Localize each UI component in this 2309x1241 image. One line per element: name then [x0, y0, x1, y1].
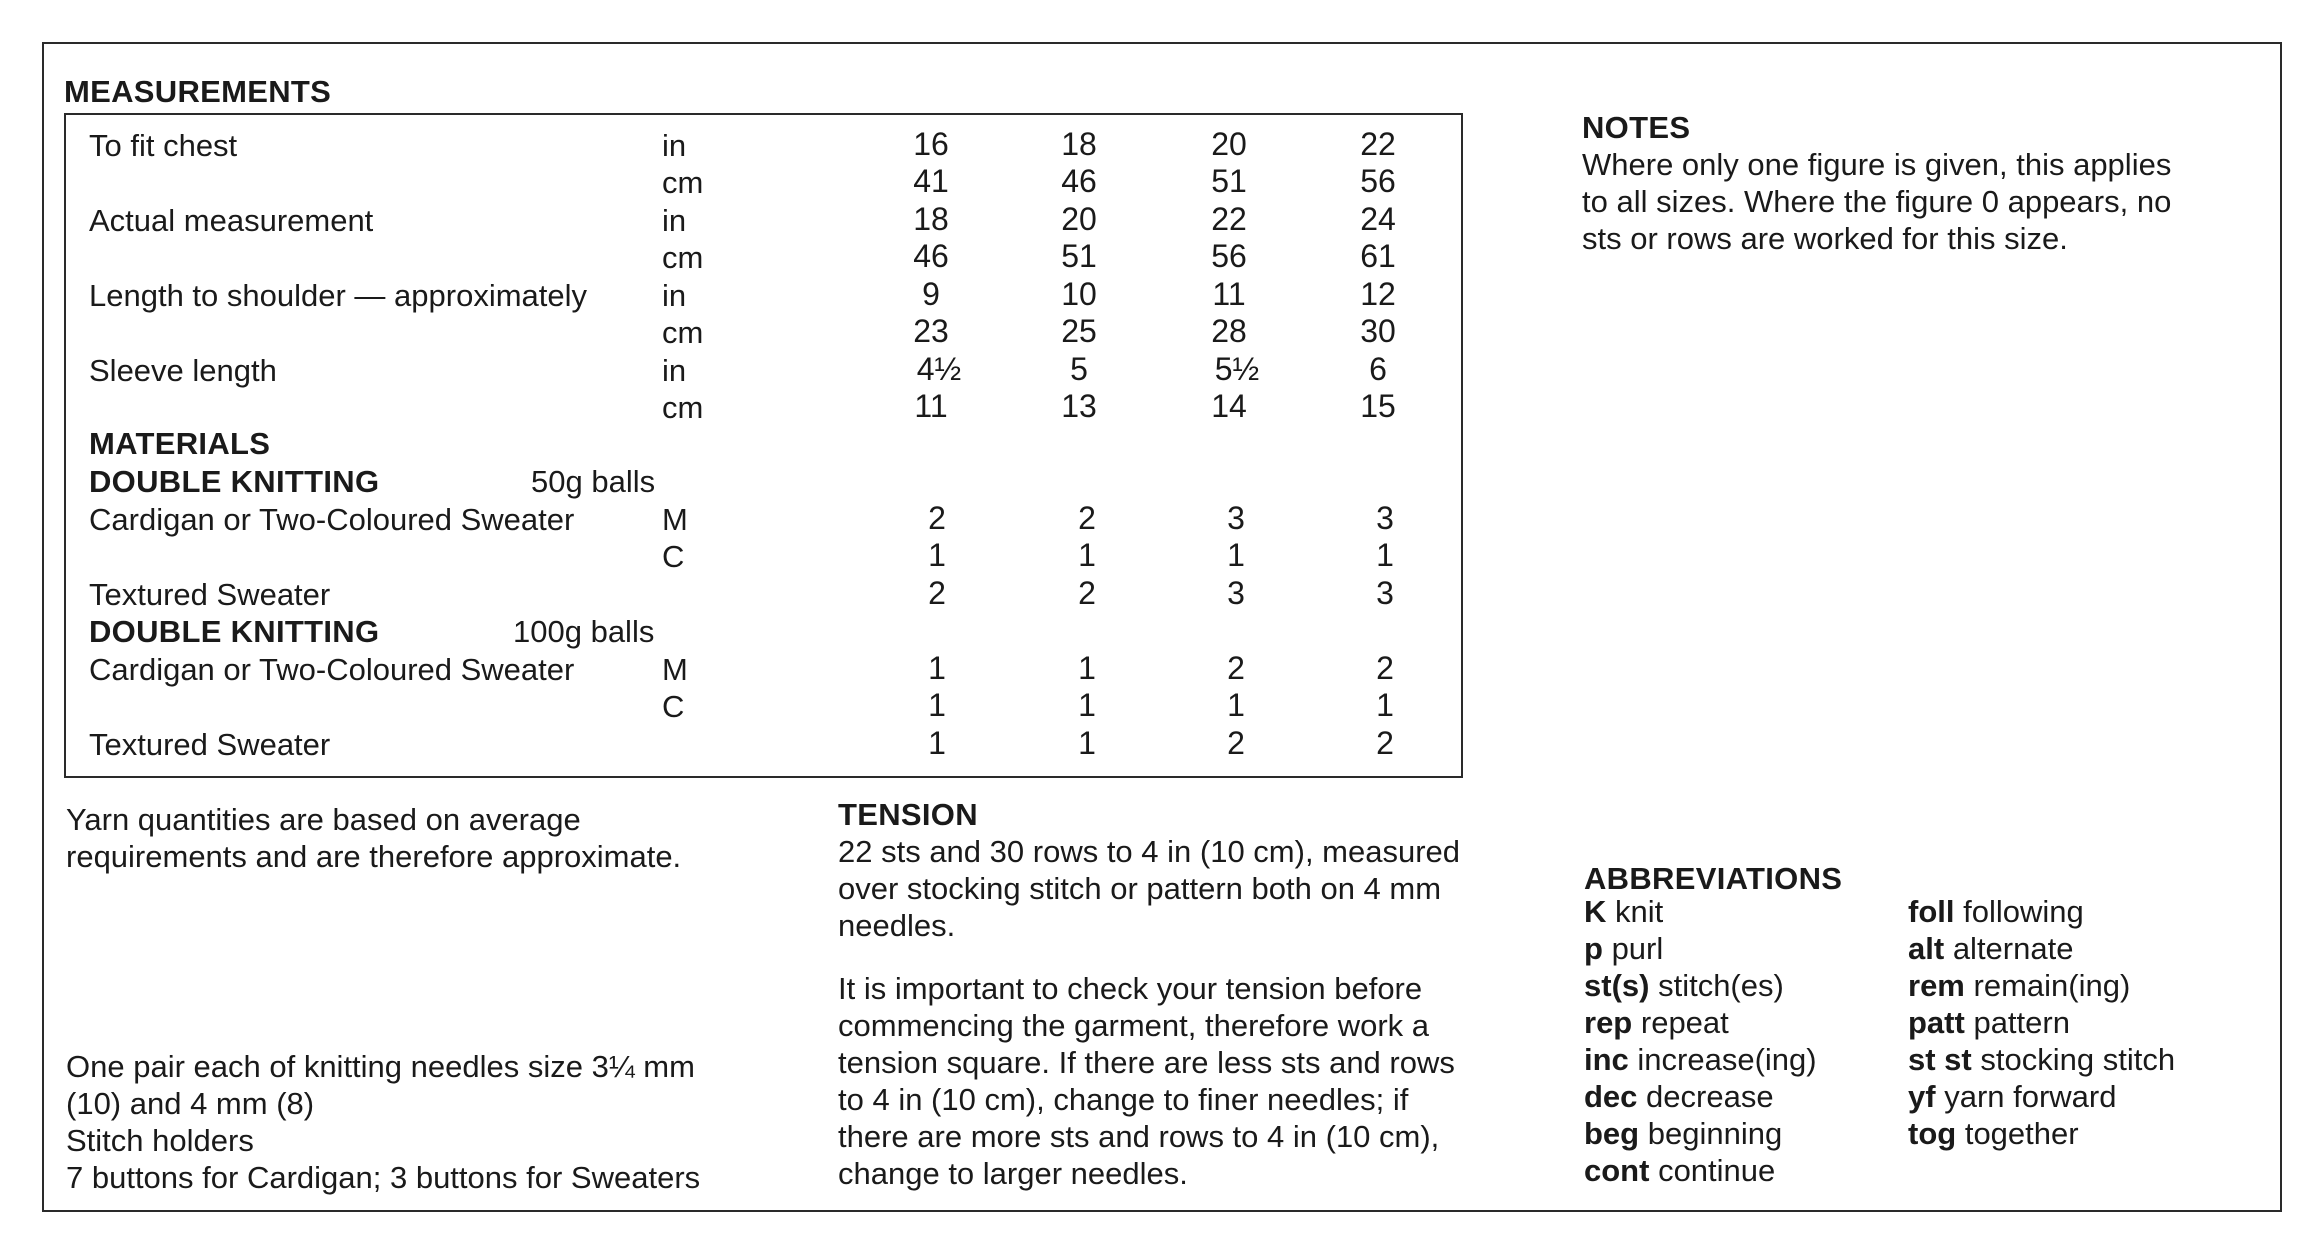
value-size-2: 2 [1078, 575, 1096, 611]
abbr-term: inc [1584, 1042, 1629, 1077]
value-size-4: 56 [1360, 163, 1396, 199]
value-size-4: 1 [1376, 537, 1394, 573]
value-size-2: 51 [1061, 238, 1097, 274]
row-unit: M [662, 652, 688, 687]
value-size-2: 1 [1078, 650, 1096, 686]
value-size-3: 22 [1211, 201, 1247, 237]
value-size-3: 11 [1212, 276, 1246, 312]
abbr-term: rem [1908, 968, 1965, 1003]
tension-heading: TENSION [838, 797, 978, 832]
value-size-3: 51 [1211, 163, 1247, 199]
row-unit: C [662, 689, 685, 724]
text-line: 7 buttons for Cardigan; 3 buttons for Sweaters [66, 1160, 701, 1195]
value-size-1: 46 [913, 238, 949, 274]
abbr-meaning: stocking stitch [1980, 1042, 2176, 1077]
value-size-4: 1 [1376, 687, 1394, 723]
value-size-2: 2 [1078, 500, 1096, 536]
text-line: change to larger needles. [838, 1156, 1188, 1191]
abbr-meaning: purl [1611, 931, 1664, 966]
yarn-type-title: DOUBLE KNITTING [89, 614, 380, 649]
row-label: Sleeve length [89, 353, 277, 388]
row-unit: in [662, 203, 687, 238]
abbr-meaning: together [1964, 1116, 2079, 1151]
value-size-4: 30 [1360, 313, 1396, 349]
yarn-note [66, 801, 681, 875]
row-unit: in [662, 353, 687, 388]
tension-paragraph-1 [838, 833, 1460, 944]
text-line: sts or rows are worked for this size. [1582, 221, 2068, 256]
abbreviation-item [1584, 1115, 1817, 1152]
value-size-3: 2 [1227, 725, 1245, 761]
value-size-4: 12 [1360, 276, 1396, 312]
value-size-2: 1 [1078, 687, 1096, 723]
value-size-4: 2 [1376, 650, 1394, 686]
value-size-2: 1 [1078, 537, 1096, 573]
abbr-term: p [1584, 931, 1603, 966]
abbr-term: K [1584, 894, 1607, 929]
notes-text [1582, 146, 2171, 257]
value-size-4: 3 [1376, 575, 1394, 611]
value-size-3: 3 [1227, 575, 1245, 611]
value-size-2: 25 [1061, 313, 1097, 349]
abbreviation-item [1584, 1152, 1817, 1189]
abbreviation-item [1908, 1004, 2175, 1041]
value-size-3: 5½ [1214, 351, 1260, 387]
value-size-4: 15 [1360, 388, 1396, 424]
value-size-2: 1 [1078, 725, 1096, 761]
row-label: Textured Sweater [89, 727, 331, 762]
row-label: Cardigan or Two-Coloured Sweater [89, 652, 575, 687]
value-size-1: 2 [928, 575, 946, 611]
row-unit: in [662, 278, 687, 313]
text-line: commencing the garment, therefore work a [838, 1008, 1429, 1043]
abbr-meaning: following [1963, 894, 2084, 929]
row-unit: in [662, 128, 687, 163]
row-unit: cm [662, 165, 704, 200]
value-size-1: 1 [928, 650, 946, 686]
value-size-3: 28 [1211, 313, 1247, 349]
value-size-3: 1 [1227, 687, 1245, 723]
abbr-meaning: knit [1615, 894, 1664, 929]
abbr-term: alt [1908, 931, 1945, 966]
abbreviation-item [1584, 1041, 1817, 1078]
abbreviations-right [1908, 893, 2175, 1152]
text-line: needles. [838, 908, 956, 943]
text-line: there are more sts and rows to 4 in (10 cm), [838, 1119, 1440, 1154]
value-size-1: 41 [913, 163, 949, 199]
value-size-1: 1 [928, 725, 946, 761]
text-line: over stocking stitch or pattern both on 4 mm [838, 871, 1442, 906]
equipment-list [66, 1048, 700, 1196]
value-size-4: 3 [1376, 500, 1394, 536]
value-size-1: 23 [913, 313, 949, 349]
ball-weight: 50g balls [531, 464, 656, 499]
abbreviation-item [1584, 967, 1817, 1004]
text-line: 22 sts and 30 rows to 4 in (10 cm), measured [838, 834, 1461, 869]
value-size-1: 4½ [916, 351, 962, 387]
abbr-meaning: remain(ing) [1973, 968, 2131, 1003]
abbr-term: st st [1908, 1042, 1972, 1077]
abbreviation-item [1908, 893, 2175, 930]
abbreviation-item [1908, 1078, 2175, 1115]
text-line: One pair each of knitting needles size 3¼ mm [66, 1049, 695, 1084]
notes-heading: NOTES [1582, 110, 1691, 145]
value-size-2: 5 [1070, 351, 1088, 387]
abbreviation-item [1908, 930, 2175, 967]
row-unit: cm [662, 390, 704, 425]
abbr-meaning: increase(ing) [1637, 1042, 1817, 1077]
text-line: requirements and are therefore approximate. [66, 839, 682, 874]
text-line: (10) and 4 mm (8) [66, 1086, 315, 1121]
value-size-3: 2 [1227, 650, 1245, 686]
abbr-term: yf [1908, 1079, 1936, 1114]
yarn-type-title: DOUBLE KNITTING [89, 464, 380, 499]
row-label: Cardigan or Two-Coloured Sweater [89, 502, 575, 537]
abbr-term: cont [1584, 1153, 1650, 1188]
tension-paragraph-2 [838, 970, 1455, 1192]
abbr-term: rep [1584, 1005, 1633, 1040]
row-unit: C [662, 539, 685, 574]
value-size-1: 9 [922, 276, 940, 312]
abbreviations-left [1584, 893, 1817, 1189]
value-size-4: 2 [1376, 725, 1394, 761]
abbr-meaning: continue [1658, 1153, 1776, 1188]
row-unit: cm [662, 240, 704, 275]
text-line: It is important to check your tension before [838, 971, 1423, 1006]
value-size-2: 46 [1061, 163, 1097, 199]
row-label: Actual measurement [89, 203, 374, 238]
text-line: tension square. If there are less sts and rows [838, 1045, 1455, 1080]
value-size-1: 1 [928, 687, 946, 723]
value-size-2: 18 [1061, 126, 1097, 162]
value-size-2: 20 [1061, 201, 1097, 237]
value-size-2: 10 [1061, 276, 1097, 312]
abbr-term: dec [1584, 1079, 1638, 1114]
row-label: To fit chest [89, 128, 238, 163]
value-size-4: 61 [1360, 238, 1396, 274]
abbr-term: foll [1908, 894, 1955, 929]
abbr-meaning: yarn forward [1944, 1079, 2117, 1114]
abbreviation-item [1908, 1115, 2175, 1152]
abbr-term: tog [1908, 1116, 1957, 1151]
abbreviation-item [1908, 967, 2175, 1004]
row-label: Textured Sweater [89, 577, 331, 612]
abbreviation-item [1584, 930, 1817, 967]
measurements-heading: MEASUREMENTS [64, 74, 332, 109]
abbr-meaning: stitch(es) [1658, 968, 1784, 1003]
abbreviations-heading: ABBREVIATIONS [1584, 861, 1843, 896]
row-label: Length to shoulder — approximately [89, 278, 588, 313]
value-size-2: 13 [1061, 388, 1097, 424]
abbr-meaning: pattern [1973, 1005, 2070, 1040]
abbreviation-item [1584, 1078, 1817, 1115]
value-size-1: 18 [913, 201, 949, 237]
value-size-4: 24 [1360, 201, 1396, 237]
text-line: Yarn quantities are based on average [66, 802, 581, 837]
abbr-term: st(s) [1584, 968, 1650, 1003]
abbr-meaning: beginning [1647, 1116, 1783, 1151]
abbr-meaning: repeat [1640, 1005, 1729, 1040]
value-size-3: 56 [1211, 238, 1247, 274]
text-line: Where only one figure is given, this applies [1582, 147, 2172, 182]
row-unit: M [662, 502, 688, 537]
value-size-3: 14 [1211, 388, 1247, 424]
value-size-1: 1 [928, 537, 946, 573]
abbr-meaning: decrease [1646, 1079, 1774, 1114]
value-size-1: 2 [928, 500, 946, 536]
abbreviation-item [1584, 893, 1817, 930]
abbr-term: patt [1908, 1005, 1965, 1040]
abbr-term: beg [1584, 1116, 1640, 1151]
text-line: Stitch holders [66, 1123, 254, 1158]
abbreviation-item [1908, 1041, 2175, 1078]
value-size-1: 16 [913, 126, 949, 162]
text-line: to 4 in (10 cm), change to finer needles; if [838, 1082, 1409, 1117]
value-size-3: 3 [1227, 500, 1245, 536]
abbr-meaning: alternate [1952, 931, 2074, 966]
value-size-3: 20 [1211, 126, 1247, 162]
value-size-4: 6 [1369, 351, 1387, 387]
row-unit: cm [662, 315, 704, 350]
ball-weight: 100g balls [513, 614, 655, 649]
text-line: to all sizes. Where the figure 0 appears, no [1582, 184, 2172, 219]
materials-heading: MATERIALS [89, 426, 271, 461]
value-size-3: 1 [1227, 537, 1245, 573]
value-size-4: 22 [1360, 126, 1396, 162]
value-size-1: 11 [914, 388, 948, 424]
abbreviation-item [1584, 1004, 1817, 1041]
